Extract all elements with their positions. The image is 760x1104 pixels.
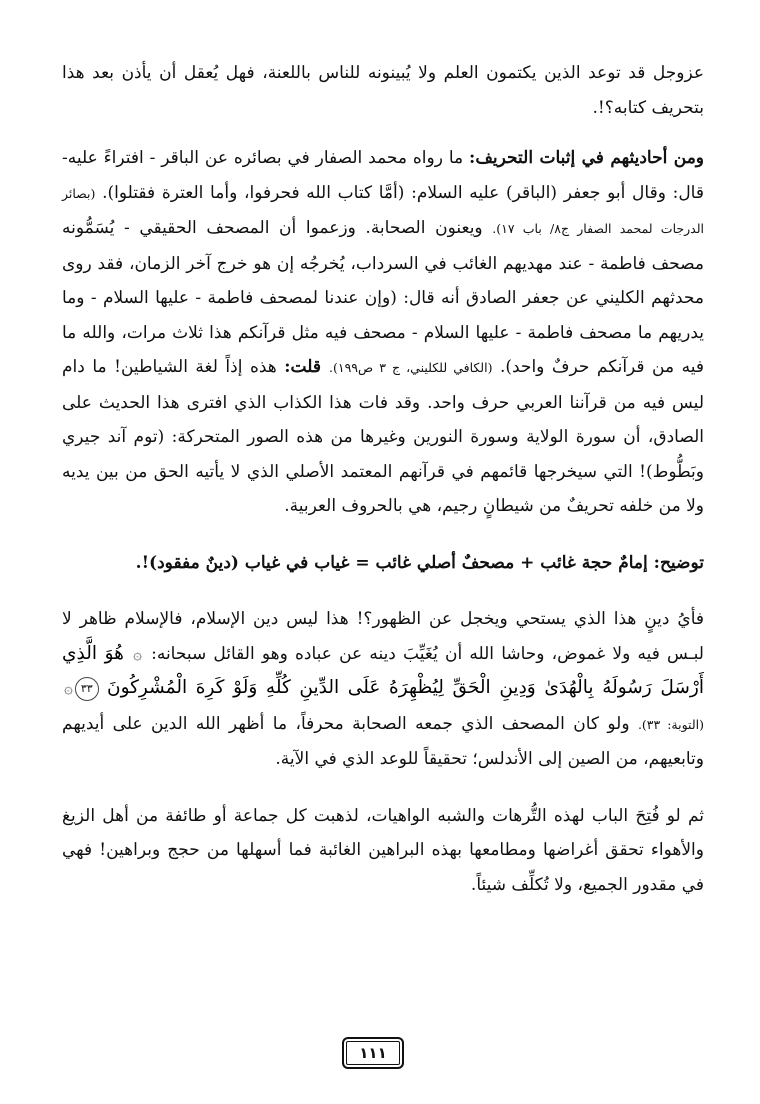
citation-tawbah: (التوبة: ٣٣). bbox=[637, 716, 704, 732]
quran-verse: هُوَ الَّذِي أَرْسَلَ رَسُولَهُ بِالْهُدَىٰ وَدِينِ الْحَقِّ لِيُظْهِرَهُ عَلَى الدِّينِ كُلِّهِ وَلَوْ كَرِهَ الْمُشْرِكُونَ bbox=[62, 642, 704, 698]
ayah-number-marker: ٣٣ bbox=[75, 677, 99, 701]
paragraph-2-text-3: هذه إذاً لغة الشياطين! ما دام ليس فيه من قرآننا العربي حرف واحد. وقد فات هذا الكذاب الذي افترى هذا الحديث على الصادق، أن سورة الولاية وسورة النورين وغيرها من هذه الصور المتحركة: (توم آند جيري وبَطُّوط)! التي سيخرجها قائمهم في قرآنهم المعتمد الأصلي الذي لا يأتيه الحق من بين يديه ولا من خلفه تحريفٌ من شيطانٍ رجيم، هي بالحروف العربية. bbox=[62, 357, 704, 516]
paragraph-2 bbox=[62, 141, 704, 524]
page-number bbox=[342, 1037, 404, 1069]
paragraph-4-text-1: فأيُ دينٍ هذا الذي يستحي ويخجل عن الظهور؟! هذا ليس دين الإسلام، فالإسلام ظاهر لا لبـس فيه ولا غموض، وحاشا الله أن يُغَيِّبَ دينه عن عباده وهو القائل سبحانه: bbox=[62, 609, 704, 664]
qult-label: قلت: bbox=[284, 357, 329, 377]
paragraph-5: ثم لو فُتِحَ الباب لهذه التُّرهات والشبه الواهيات، لذهبت كل جماعة أو طائفة من أهل الزيغ والأهواء تحقق أغراضها ومطامعها بهذه البراهين الغائبة فما أسهلها من حجج وبراهين! فهي في مقدور الجميع، ولا تُكلِّف شيئاً. bbox=[62, 805, 704, 895]
citation-kafi: (الكافي للكليني، ج ٣ ص١٩٩). bbox=[329, 360, 493, 375]
paragraph-2-heading: ومن أحاديثهم في إثبات التحريف: bbox=[469, 148, 705, 168]
paragraph-4 bbox=[62, 602, 704, 777]
verse-close-ornament-icon: ۞ bbox=[64, 679, 73, 697]
citation-basair: (بصائر الدرجات لمحمد الصفار ج٨/ باب ١٧). bbox=[62, 185, 704, 236]
paragraph-4-text-2: ولو كان المصحف الذي جمعه الصحابة محرفاً، ما أظهر الله الدين على أيديهم وتابعيهم، من الصين إلى الأندلس؛ تحقيقاً للوعد الذي في الآية. bbox=[62, 713, 704, 769]
page-content bbox=[62, 56, 704, 902]
clarification-heading: توضيح: إمامٌ حجة غائب + مصحفٌ أصلي غائب = غياب في غياب (دينٌ مفقود)!. bbox=[135, 552, 704, 573]
paragraph-2-text-1: ما رواه محمد الصفار في بصائره عن الباقر - افتراءً عليه- قال: وقال أبو جعفر (الباقر) عليه السلام: (أمَّا كتاب الله فحرفوا، وأما العترة فقتلوا). bbox=[62, 148, 704, 203]
verse-open-ornament-icon: ۞ bbox=[133, 644, 142, 663]
paragraph-2-text-2: ويعنون الصحابة. وزعموا أن المصحف الحقيقي - يُسَمُّونه مصحف فاطمة - عند مهديهم الغائب في السرداب، يُخرجُه إن هو خرج آخر الزمان، فقد روى محدثهم الكليني عن جعفر الصادق أنه قال: (وإن عندنا لمصحف فاطمة - عليها السلام - وما يدريهم ما مصحف فاطمة - عليها السلام - مصحف فيه مثل قرآنكم هذا ثلاث مرات، والله ما فيه من قرآنكم حرفٌ واحد). bbox=[62, 218, 704, 377]
paragraph-1: عزوجل قد توعد الذين يكتمون العلم ولا يُبينونه للناس باللعنة، فهل يُعقل أن يأذن بعد هذا بتحريف كتابه؟!. bbox=[62, 63, 704, 118]
page-number-text: ١١١ bbox=[359, 1044, 387, 1062]
